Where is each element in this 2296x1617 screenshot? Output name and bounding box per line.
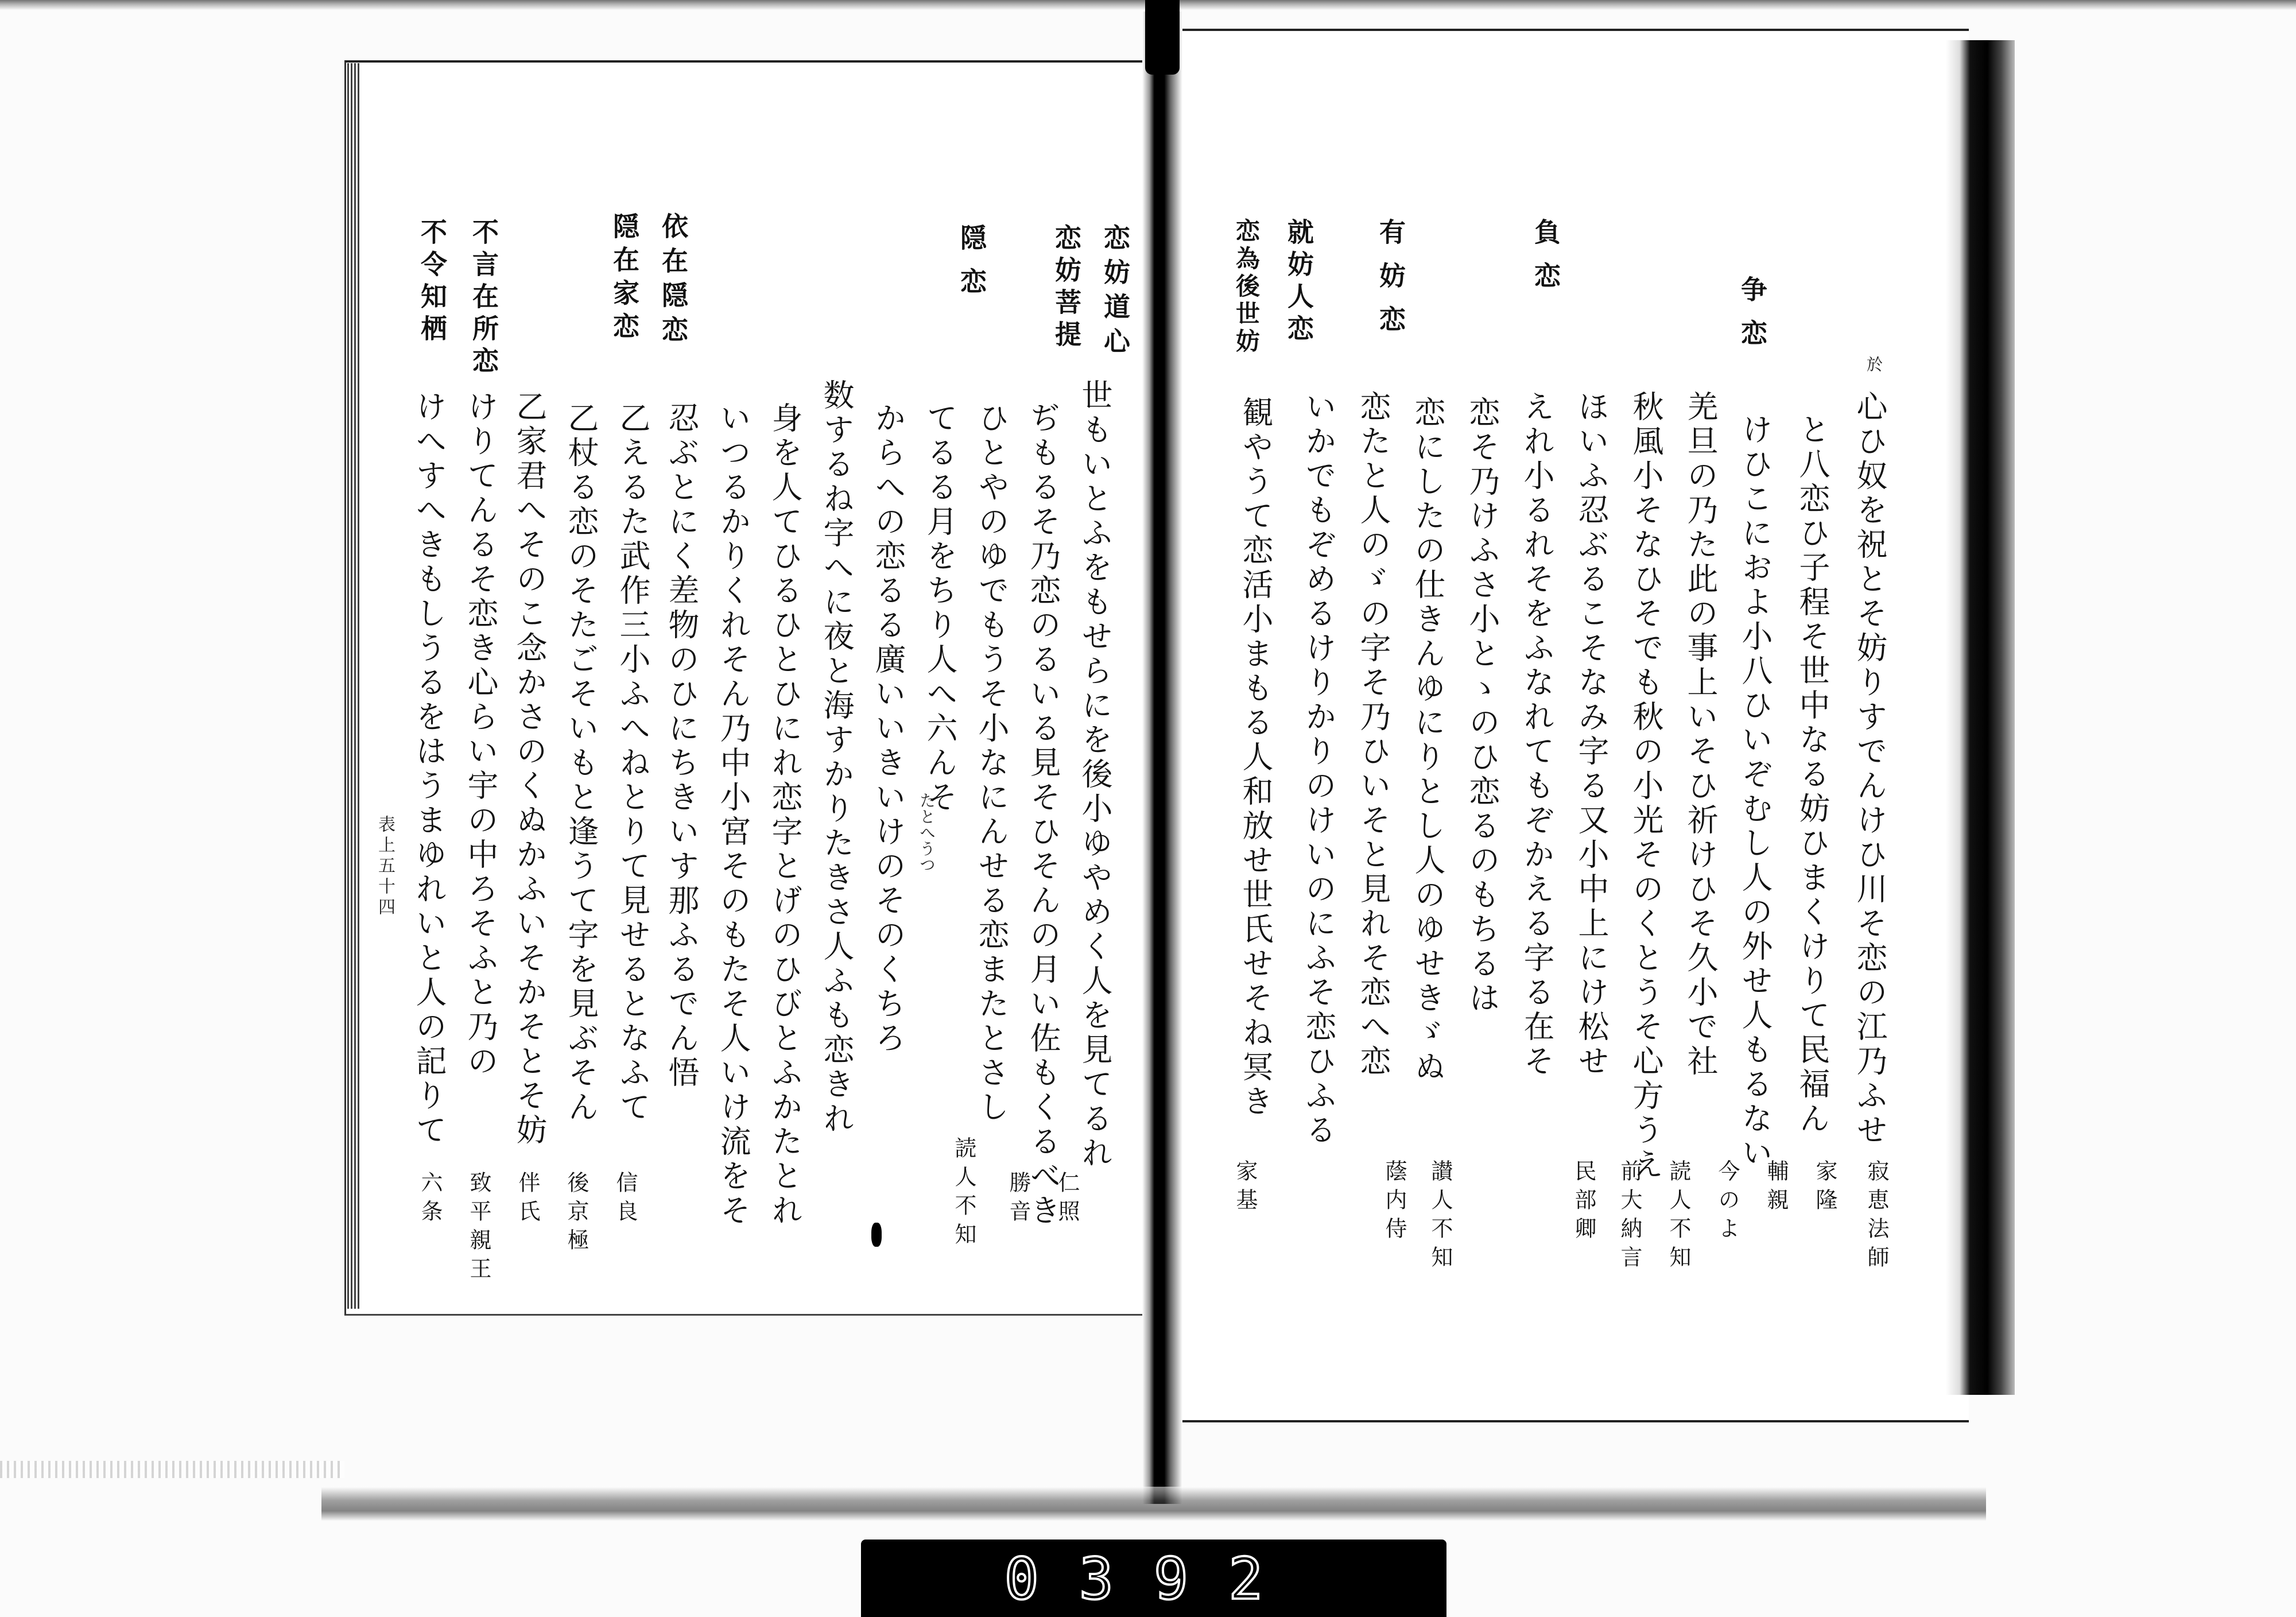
frame-counter: [861, 1540, 1446, 1617]
right-line-9: 恋にしたの仕きんゆにりとし人のゆせきゞぬ: [1410, 396, 1446, 1085]
ink-blot: [871, 1223, 882, 1247]
right-line-11: いかでもぞめるけりかりのけいのにふそ恋ひふる: [1301, 390, 1337, 1148]
right-author-3: 輔親: [1763, 1160, 1789, 1217]
right-title-5: 恋為後世妨: [1232, 218, 1261, 356]
right-line-12: 観やうて恋活小まもる人和放せ世氏せそね冥き: [1238, 396, 1274, 1119]
left-line-11: 乙杖る恋のそたごそいもと逢うて字を見ぶそん: [563, 402, 599, 1125]
right-page-fore-edge: [1946, 40, 2015, 1395]
book-gutter: [1142, 11, 1182, 1504]
right-author-1: 寂恵法師: [1864, 1160, 1889, 1274]
left-line-9: 忍ぶとにく差物のひにちきいす那ふるでん悟: [664, 402, 700, 1091]
left-title-3: 隠恋: [956, 224, 987, 311]
right-author-7: 民部卿: [1571, 1160, 1596, 1246]
left-annotation: たとへうつ: [917, 792, 936, 873]
right-line-2: と八恋ひ子程そ世中なる妨ひまくけりて民福ん: [1794, 413, 1830, 1137]
right-author-2: 家隆: [1812, 1160, 1837, 1217]
right-line-7: えれ小るれそをふなれてもぞかえる字る在そ: [1519, 390, 1555, 1079]
right-mark: 於: [1864, 356, 1883, 372]
left-author-4: 信良: [612, 1171, 638, 1228]
left-line-14: けへすへきもしうるをはうまゆれいと人の記りて: [411, 390, 447, 1148]
left-line-7: 身を人てひるひとひにれ恋字とげのひびとふかたとれ: [767, 402, 803, 1228]
right-author-6: 前大納言: [1617, 1160, 1642, 1274]
left-title-6: 不言在所恋: [468, 218, 499, 379]
left-line-4: てるる月をちり人へ六んそ: [922, 402, 958, 815]
left-line-3: ひとやのゆでもうそ小なにんせる恋またとさし: [974, 402, 1010, 1125]
right-author-5: 読人不知: [1666, 1160, 1691, 1274]
left-line-8: いつるかりくれそん乃中小宮そのもたそ人いけ流をそ: [715, 402, 751, 1228]
left-line-2: ぢもるそ乃恋のるいる見そひそんの月い佐もくるべき: [1025, 402, 1061, 1228]
left-author-7: 致平親王: [466, 1171, 491, 1286]
left-title-7: 不令知栖: [417, 218, 448, 347]
left-author-3: 読人不知: [951, 1137, 976, 1251]
page-number: 表上五十四: [375, 815, 395, 918]
left-line-6: 数するね字へに夜と海すかりたきさ人ふも恋きれ: [819, 379, 855, 1137]
left-title-2: 恋妨菩提: [1051, 224, 1082, 352]
left-author-1: 仁照: [1054, 1171, 1080, 1228]
left-line-5: からへの恋るる廣いいきいけのそのくちろ: [870, 402, 906, 1056]
left-line-1: 世もいとふをもせらにを後小ゆやめく人を見てるれ: [1077, 379, 1113, 1171]
left-author-5: 後京極: [564, 1171, 589, 1257]
right-title-2: 負恋: [1530, 218, 1561, 305]
scan-noise: [0, 1461, 344, 1478]
right-line-8: 恋そ乃けふさ小とゝのひ恋るのもちるは: [1464, 396, 1500, 1016]
right-author-4: 今のよ: [1715, 1160, 1740, 1246]
frame-number: 0392: [1004, 1545, 1304, 1612]
right-line-5: 秋風小そなひそでも秋の小光そのくとうそ心方うえ: [1628, 390, 1664, 1182]
left-author-8: 六条: [417, 1171, 443, 1228]
bottom-shadow-band: [321, 1487, 1986, 1521]
right-line-10: 恋たと人のゞの字そ乃ひいそと見れそ恋へ恋: [1355, 390, 1391, 1079]
right-line-4: 羌旦の乃た此の事上いそひ祈けひそ久小で社: [1682, 390, 1719, 1079]
right-line-3: けひこにおよ小八ひいぞむし人の外せ人もるない: [1737, 413, 1773, 1171]
right-author-8: 讃人不知: [1428, 1160, 1453, 1274]
right-title-1: 争恋: [1737, 276, 1768, 363]
left-line-12: 乙家君へそのこ念かさのくぬかふいそかそとそ妨: [511, 390, 548, 1148]
right-title-3: 有妨恋: [1375, 218, 1406, 349]
gutter-clip: [1145, 0, 1180, 75]
right-author-9: 蔭内侍: [1382, 1160, 1407, 1246]
left-line-13: けりてんるそ恋き心らい宇の中ろそふと乃の: [463, 390, 499, 1079]
right-line-1: 心ひ奴を祝とそ妨りすでんけひ川そ恋の江乃ふせ: [1852, 390, 1888, 1148]
left-author-6: 伴氏: [515, 1171, 540, 1228]
right-line-6: ほいふ忍ぶるこそなみ字る又小中上にけ松せ: [1573, 390, 1609, 1079]
right-author-10: 家基: [1232, 1160, 1258, 1217]
left-title-5: 隠在家恋: [609, 212, 640, 346]
right-title-4: 就妨人恋: [1283, 218, 1314, 347]
left-author-2: 勝音: [1006, 1171, 1031, 1228]
left-title-1: 恋妨道心: [1100, 224, 1131, 362]
left-line-10: 乙えるた武作三小ふへねとりて見せるとなふて: [615, 402, 651, 1125]
left-title-4: 依在隠恋: [658, 212, 689, 350]
left-page-binding-edge: [347, 63, 360, 1309]
